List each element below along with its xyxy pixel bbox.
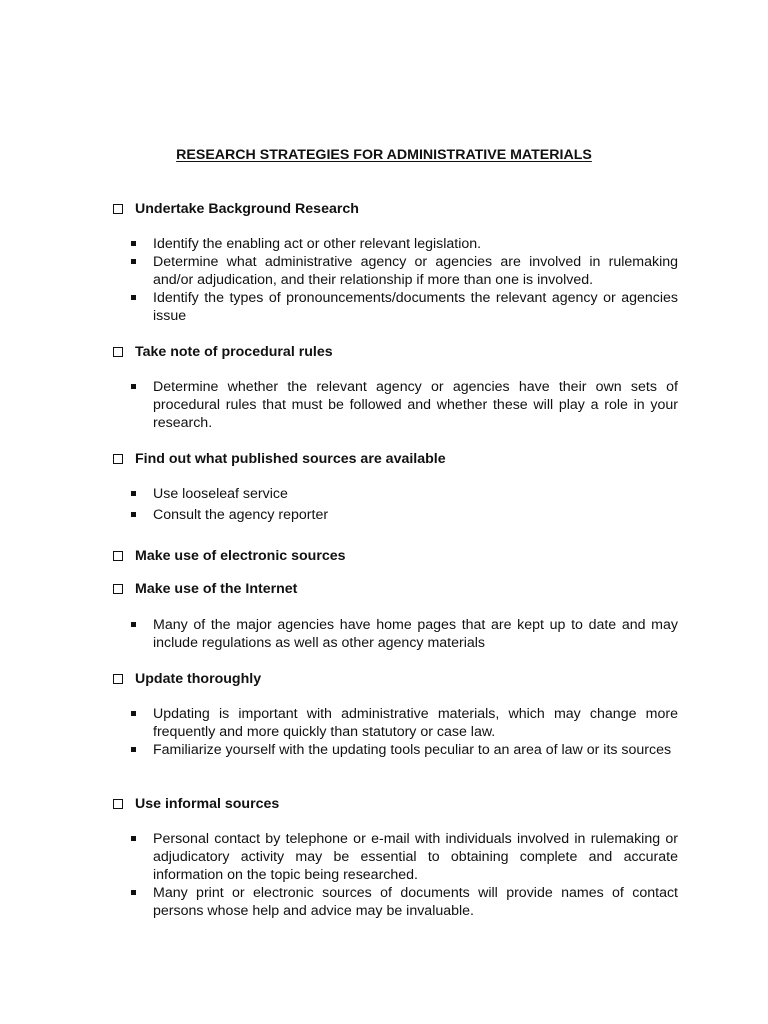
checkbox-icon	[113, 799, 123, 809]
section-heading-update	[113, 670, 261, 688]
list-item	[131, 485, 678, 503]
list-item	[131, 253, 678, 289]
bullet-list-procedural-rules	[131, 378, 678, 432]
square-bullet-icon	[131, 747, 136, 752]
square-bullet-icon	[131, 259, 136, 264]
section-heading-text: Undertake Background Research	[135, 201, 359, 217]
list-item	[131, 830, 678, 884]
list-item-text: Familiarize yourself with the updating tools peculiar to an area of law or its sources	[153, 742, 672, 758]
section-heading-text: Make use of the Internet	[135, 581, 298, 597]
list-item-text: Many print or electronic sources of documents will provide names of contact persons whose help and advice may be invaluable.	[153, 885, 678, 919]
section-heading-text: Find out what published sources are available	[135, 451, 446, 467]
bullet-list-informal-sources	[131, 830, 678, 920]
list-item	[131, 884, 678, 920]
bullet-list-background-research	[131, 235, 678, 325]
list-item-text: Consult the agency reporter	[153, 507, 329, 523]
square-bullet-icon	[131, 241, 136, 246]
checkbox-icon	[113, 551, 123, 561]
section-heading-electronic-sources	[113, 547, 346, 565]
square-bullet-icon	[131, 384, 136, 389]
list-item	[131, 506, 678, 524]
list-item	[131, 378, 678, 432]
square-bullet-icon	[131, 890, 136, 895]
square-bullet-icon	[131, 622, 136, 627]
section-heading-text: Make use of electronic sources	[135, 548, 346, 564]
list-item-text: Determine what administrative agency or agencies are involved in rulemaking and/or adjudication, and their relationship if more than one is involved.	[153, 254, 678, 288]
list-item	[131, 289, 678, 325]
section-heading-procedural-rules	[113, 343, 333, 361]
section-heading-text: Update thoroughly	[135, 671, 262, 687]
square-bullet-icon	[131, 295, 136, 300]
section-heading-published-sources	[113, 450, 446, 468]
checkbox-icon	[113, 674, 123, 684]
list-item-text: Identify the enabling act or other relevant legislation.	[153, 236, 482, 252]
square-bullet-icon	[131, 512, 136, 517]
bullet-list-published-sources	[131, 485, 678, 524]
list-item-text: Identify the types of pronouncements/documents the relevant agency or agencies issue	[153, 290, 678, 324]
square-bullet-icon	[131, 711, 136, 716]
bullet-list-update	[131, 705, 678, 759]
list-item	[131, 616, 678, 652]
bullet-list-internet	[131, 616, 678, 652]
list-item	[131, 741, 678, 759]
section-heading-text: Take note of procedural rules	[135, 344, 333, 360]
section-heading-informal-sources	[113, 795, 279, 813]
square-bullet-icon	[131, 491, 136, 496]
list-item-text: Personal contact by telephone or e-mail with individuals involved in rulemaking or adjudicatory activity may be essential to obtaining complete and accurate information on the topic being researched.	[153, 831, 678, 883]
checkbox-icon	[113, 454, 123, 464]
checkbox-icon	[113, 204, 123, 214]
square-bullet-icon	[131, 836, 136, 841]
page-title-text: RESEARCH STRATEGIES FOR ADMINISTRATIVE MATERIALS	[176, 147, 592, 163]
list-item-text: Determine whether the relevant agency or agencies have their own sets of procedural rules that must be followed and whether these will play a role in your research.	[153, 379, 678, 431]
checkbox-icon	[113, 584, 123, 594]
list-item	[131, 235, 678, 253]
section-heading-background-research	[113, 200, 359, 218]
list-item-text: Updating is important with administrative materials, which may change more frequently and more quickly than statutory or case law.	[153, 706, 678, 740]
section-heading-text: Use informal sources	[135, 796, 280, 812]
list-item-text: Use looseleaf service	[153, 486, 288, 502]
list-item	[131, 705, 678, 741]
checkbox-icon	[113, 347, 123, 357]
page-title	[0, 146, 768, 164]
list-item-text: Many of the major agencies have home pages that are kept up to date and may include regulations as well as other agency materials	[153, 617, 678, 651]
section-heading-internet	[113, 580, 297, 598]
